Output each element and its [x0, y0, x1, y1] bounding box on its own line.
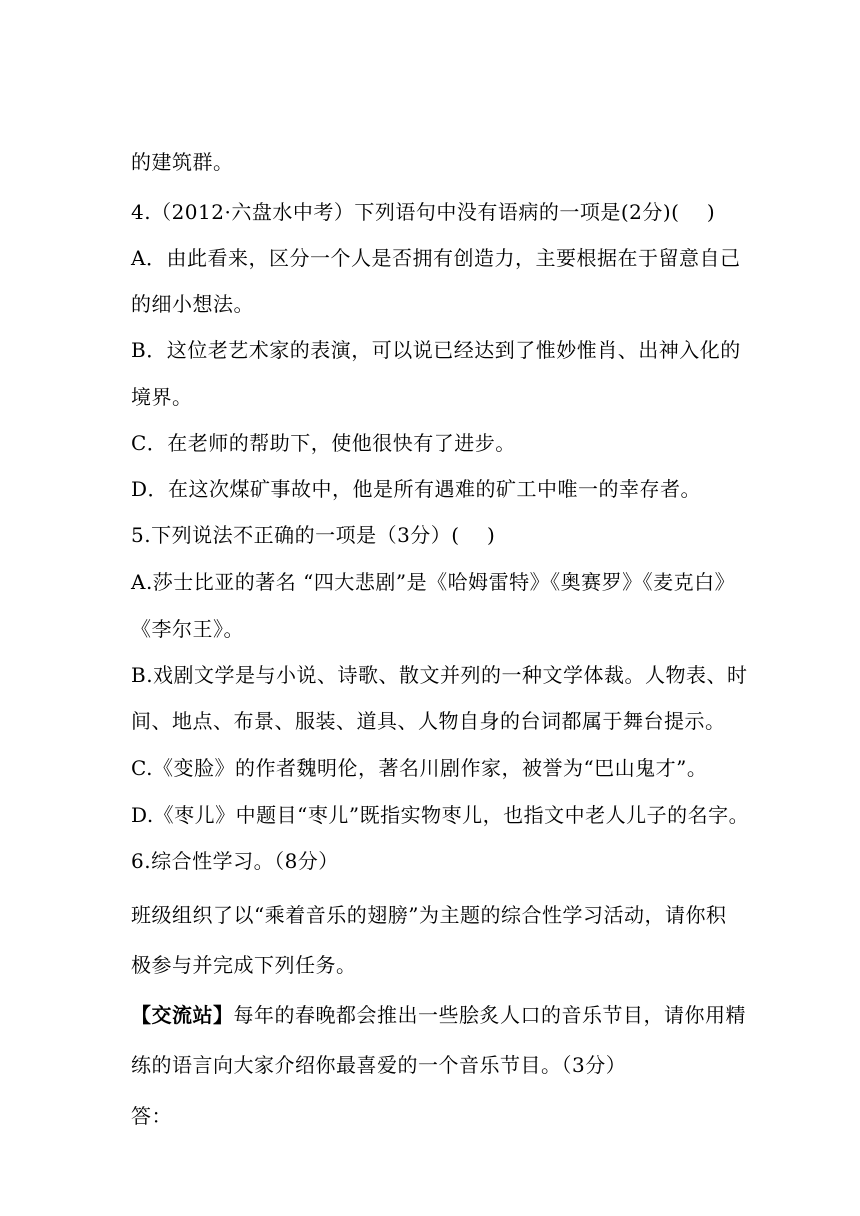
text-line-continuation: 的建筑群。	[131, 150, 234, 174]
question-4-option-a: A．由此看来，区分一个人是否拥有创造力，主要根据在于留意自己	[131, 246, 741, 270]
question-5-option-c: C.《变脸》的作者魏明伦，著名川剧作家，被誉为“巴山鬼才”。	[131, 756, 708, 780]
question-6-intro: 班级组织了以“乘着音乐的翅膀”为主题的综合性学习活动，请你积	[131, 903, 727, 927]
question-4-option-d: D．在这次煤矿事故中，他是所有遇难的矿工中唯一的幸存者。	[131, 477, 702, 501]
question-5-option-b-cont: 间、地点、布景、服装、道具、人物自身的台词都属于舞台提示。	[131, 709, 726, 733]
question-5-stem: 5.下列说法不正确的一项是（3分）( )	[131, 523, 496, 547]
answer-label: 答：	[131, 1104, 172, 1128]
exchange-station-task-cont: 练的语言向大家介绍你最喜爱的一个音乐节目。（3分）	[131, 1053, 627, 1077]
question-4-stem: 4.（2012·六盘水中考）下列语句中没有语病的一项是(2分)( )	[131, 200, 716, 224]
exchange-station-text: 每年的春晚都会推出一些脍炙人口的音乐节目，请你用精	[233, 1003, 746, 1027]
question-4-option-b: B．这位老艺术家的表演，可以说已经达到了惟妙惟肖、出神入化的	[131, 338, 741, 362]
question-4-option-a-cont: 的细小想法。	[131, 292, 254, 316]
question-4-option-c: C．在老师的帮助下，使他很快有了进步。	[131, 431, 516, 455]
question-5-option-a: A.莎士比亚的著名 “四大悲剧”是《哈姆雷特》《奥赛罗》《麦克白》	[131, 570, 736, 594]
question-6-intro-cont: 极参与并完成下列任务。	[131, 953, 357, 977]
exchange-station-task	[131, 1003, 746, 1027]
question-6-stem: 6.综合性学习。（8分）	[131, 849, 339, 873]
question-5-option-b: B.戏剧文学是与小说、诗歌、散文并列的一种文学体裁。人物表、时	[131, 663, 748, 687]
section-tag: 【交流站】	[131, 1003, 234, 1027]
question-5-option-d: D.《枣儿》中题目“枣儿”既指实物枣儿，也指文中老人儿子的名字。	[131, 803, 750, 827]
question-5-option-a-cont: 《李尔王》。	[131, 617, 244, 641]
question-4-option-b-cont: 境界。	[131, 385, 193, 409]
